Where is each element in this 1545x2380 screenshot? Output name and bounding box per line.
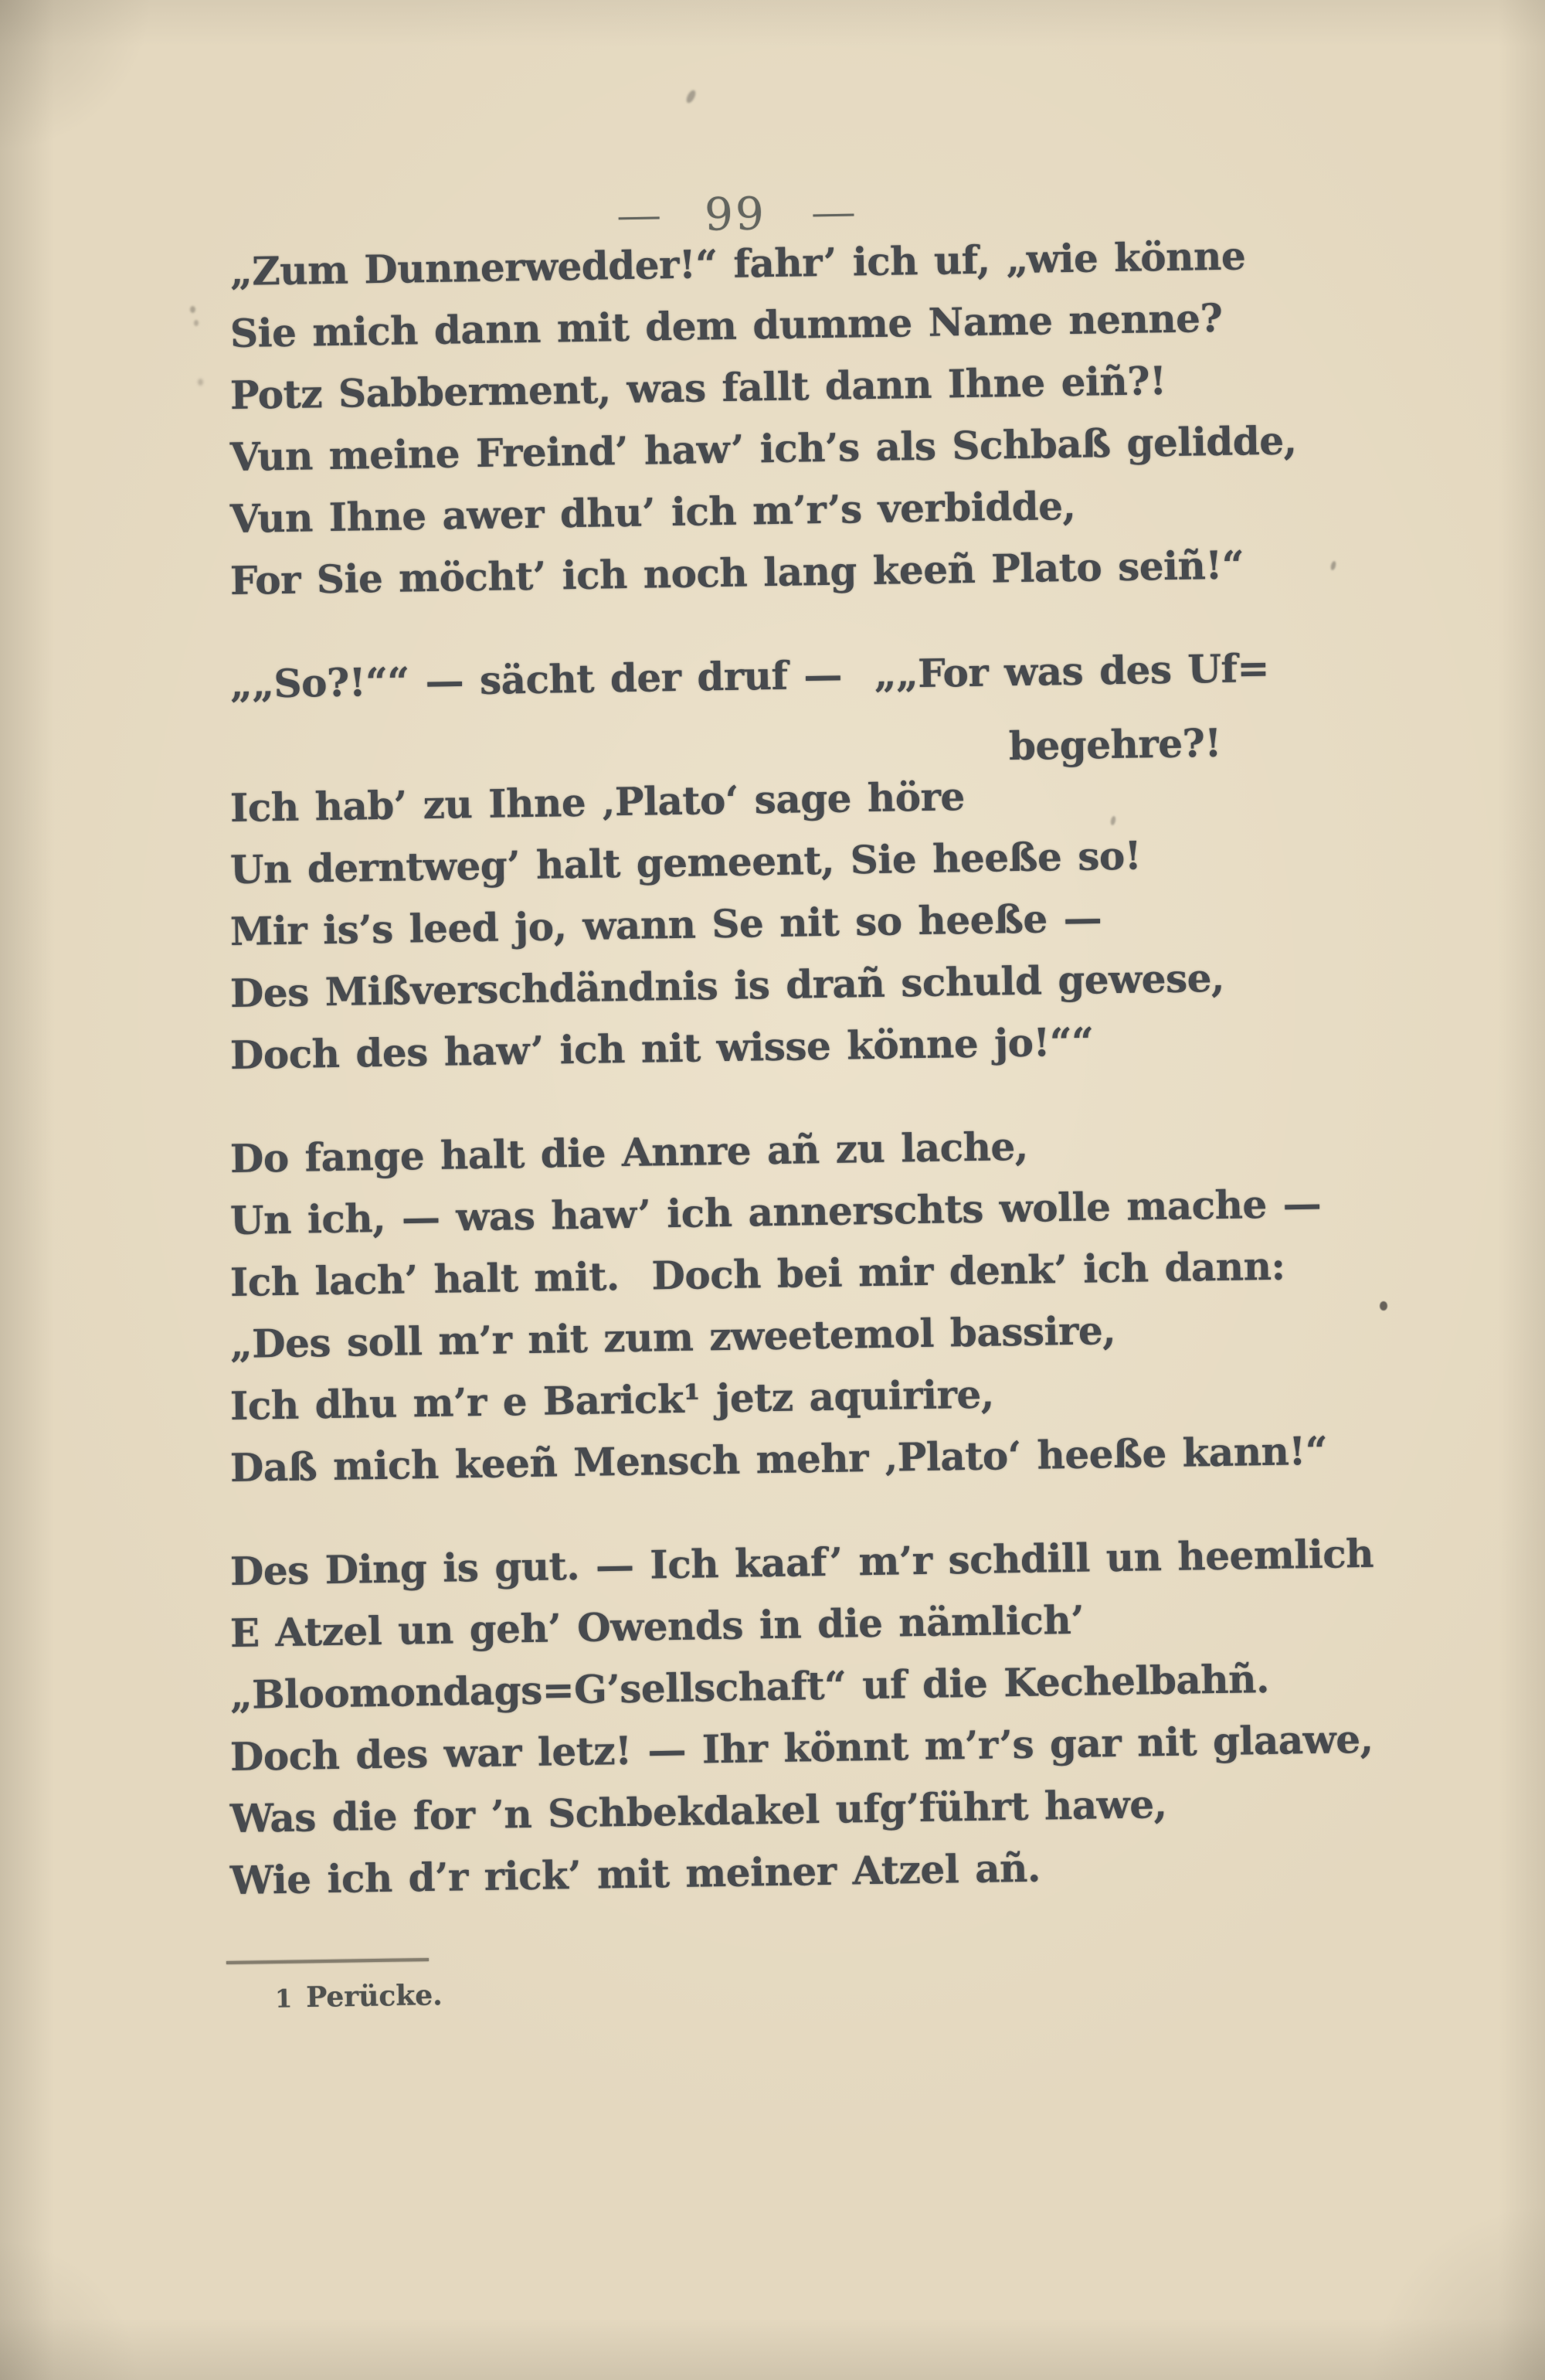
poem-line: Ich lach’ halt mit. Doch bei mir denk’ ich dann: (229, 1243, 1285, 1305)
poem-line: Vun Ihne awer dhu’ ich m’r’s verbidde, (229, 482, 1076, 542)
poem-line: Sie mich dann mit dem dumme Name nenne? (229, 294, 1223, 356)
footnote-divider (226, 1958, 429, 1964)
header-dash-right: — (810, 192, 855, 233)
poem-line: Un ich, — was haw’ ich annerschts wolle mache — (229, 1180, 1322, 1243)
poem-line: „Zum Dunnerwedder!“ fahr’ ich uf, „wie könne (229, 233, 1246, 294)
poem-line: Un derntweg’ halt gemeent, Sie heeße so! (229, 832, 1142, 892)
poem-line: „„So?!““ — sächt der druf — „„For was des Uf= (229, 644, 1270, 707)
poem-line: Ich hab’ zu Ihne ‚Plato‘ sage höre (229, 774, 966, 831)
paper-speck (1380, 1301, 1387, 1311)
stanza-3 (229, 1123, 1389, 1499)
poem-line: Doch des haw’ ich nit wisse könne jo!““ (229, 1018, 1094, 1078)
poem-line: Vun meine Freind’ haw’ ich’s als Schbaß gelidde, (229, 417, 1297, 480)
poem-line: For Sie möcht’ ich noch lang keeñ Plato seiñ!“ (229, 542, 1244, 604)
paper-speck (198, 379, 203, 386)
page-number: 99 (704, 187, 767, 241)
header-dash-left: — (616, 196, 660, 236)
poem-line: Potz Sabberment, was fallt dann Ihne eiñ?! (229, 357, 1166, 418)
poem-line-runover: begehre?! (1008, 719, 1222, 769)
poem-line: „Bloomondags=G’sellschaft“ uf die Kechelbahñ. (229, 1655, 1270, 1718)
poem-line: Doch des war letz! — Ihr könnt m’r’s gar nit glaawe, (229, 1715, 1374, 1780)
poem-body (229, 233, 1389, 1953)
poem-line: Mir is’s leed jo, wann Se nit so heeße — (229, 895, 1102, 954)
footnote (275, 1978, 443, 2015)
stanza-4 (229, 1530, 1389, 1912)
footnote-text: Perücke. (305, 1979, 443, 2014)
paper-speck (194, 320, 199, 326)
poem-line: Daß mich keeñ Mensch mehr ‚Plato‘ heeße kann!“ (229, 1427, 1328, 1491)
poem-line: E Atzel un geh’ Owends in die nämlich’ (229, 1596, 1085, 1656)
poem-line: Do fange halt die Annre añ zu lache, (229, 1123, 1029, 1182)
poem-line: Des Mißverschdändnis is drañ schuld gewese, (229, 954, 1225, 1016)
paper-speck (190, 306, 195, 313)
paper-speck (684, 89, 697, 104)
poem-line: Des Ding is gut. — Ich kaaf’ m’r schdill un heemlich (229, 1530, 1374, 1594)
stanza-1 (229, 233, 1389, 612)
footnote-marker: 1 (274, 1984, 293, 2014)
poem-line: Ich dhu m’r e Barick¹ jetz aquirire, (229, 1371, 995, 1429)
poem-line: Wie ich d’r rick’ mit meiner Atzel añ. (229, 1844, 1041, 1903)
poem-line: „Des soll m’r nit zum zweetemol bassire, (229, 1307, 1116, 1367)
poem-line: Was die for ’n Schbekdakel ufg’führt hawe, (229, 1780, 1167, 1841)
stanza-2 (229, 644, 1389, 1086)
